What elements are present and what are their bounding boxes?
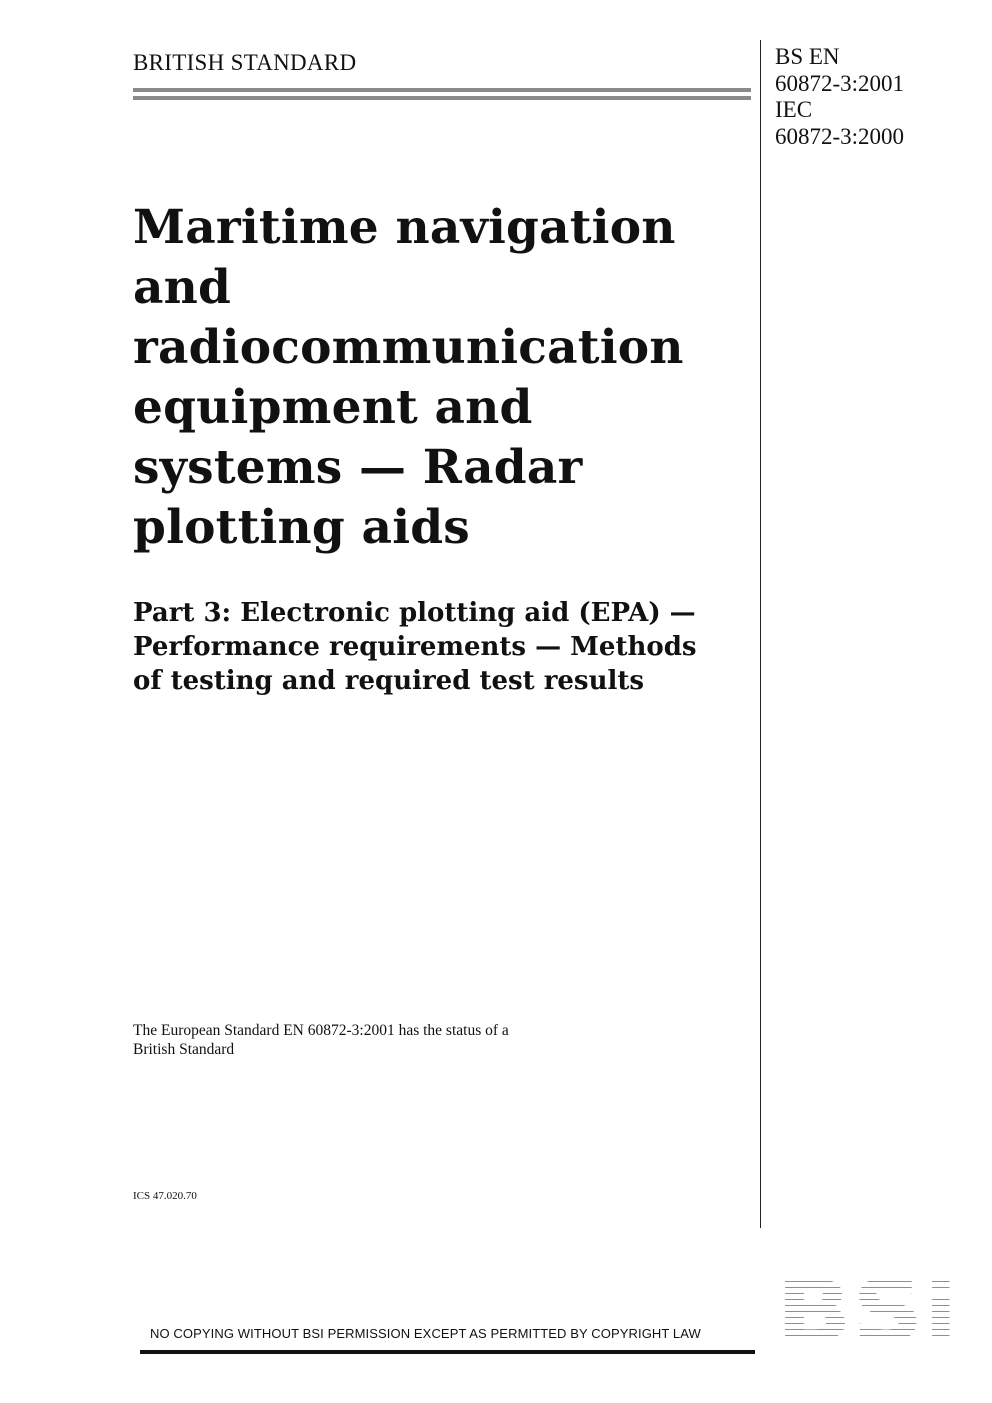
- header-rule-bottom: [133, 96, 751, 100]
- iec-prefix: IEC: [775, 97, 813, 122]
- title-line: equipment and: [133, 380, 533, 435]
- bsi-logo-graphic: [778, 1276, 956, 1342]
- subtitle-line: Part 3: Electronic plotting aid (EPA) —: [133, 598, 696, 628]
- bs-en-number: 60872-3:2001: [775, 70, 905, 96]
- ics-code: ICS 47.020.70: [133, 1190, 197, 1202]
- status-note: [133, 1021, 633, 1059]
- main-title: [133, 198, 748, 558]
- status-note-line: The European Standard EN 60872-3:2001 has the status of a: [133, 1022, 509, 1039]
- title-line: and: [133, 260, 232, 315]
- iec-number: 60872-3:2000: [775, 123, 905, 149]
- standard-numbers: [775, 44, 904, 150]
- vertical-divider: [760, 40, 761, 1228]
- title-line: plotting aids: [133, 500, 470, 555]
- bs-en-prefix: BS EN: [775, 44, 840, 69]
- subtitle-line: Performance requirements — Methods: [133, 632, 697, 662]
- title-line: radiocommunication: [133, 320, 684, 375]
- copyright-notice: NO COPYING WITHOUT BSI PERMISSION EXCEPT AS PERMITTED BY COPYRIGHT LAW: [150, 1326, 701, 1341]
- title-line: systems — Radar: [133, 440, 583, 495]
- bsi-logo: [778, 1276, 956, 1342]
- title-line: Maritime navigation: [133, 200, 676, 255]
- status-note-line: British Standard: [133, 1041, 235, 1058]
- subtitle-line: of testing and required test results: [133, 666, 644, 696]
- document-type-label: BRITISH STANDARD: [133, 50, 357, 75]
- bottom-rule: [140, 1350, 755, 1354]
- subtitle: [133, 596, 748, 698]
- header-rule-top: [133, 88, 751, 92]
